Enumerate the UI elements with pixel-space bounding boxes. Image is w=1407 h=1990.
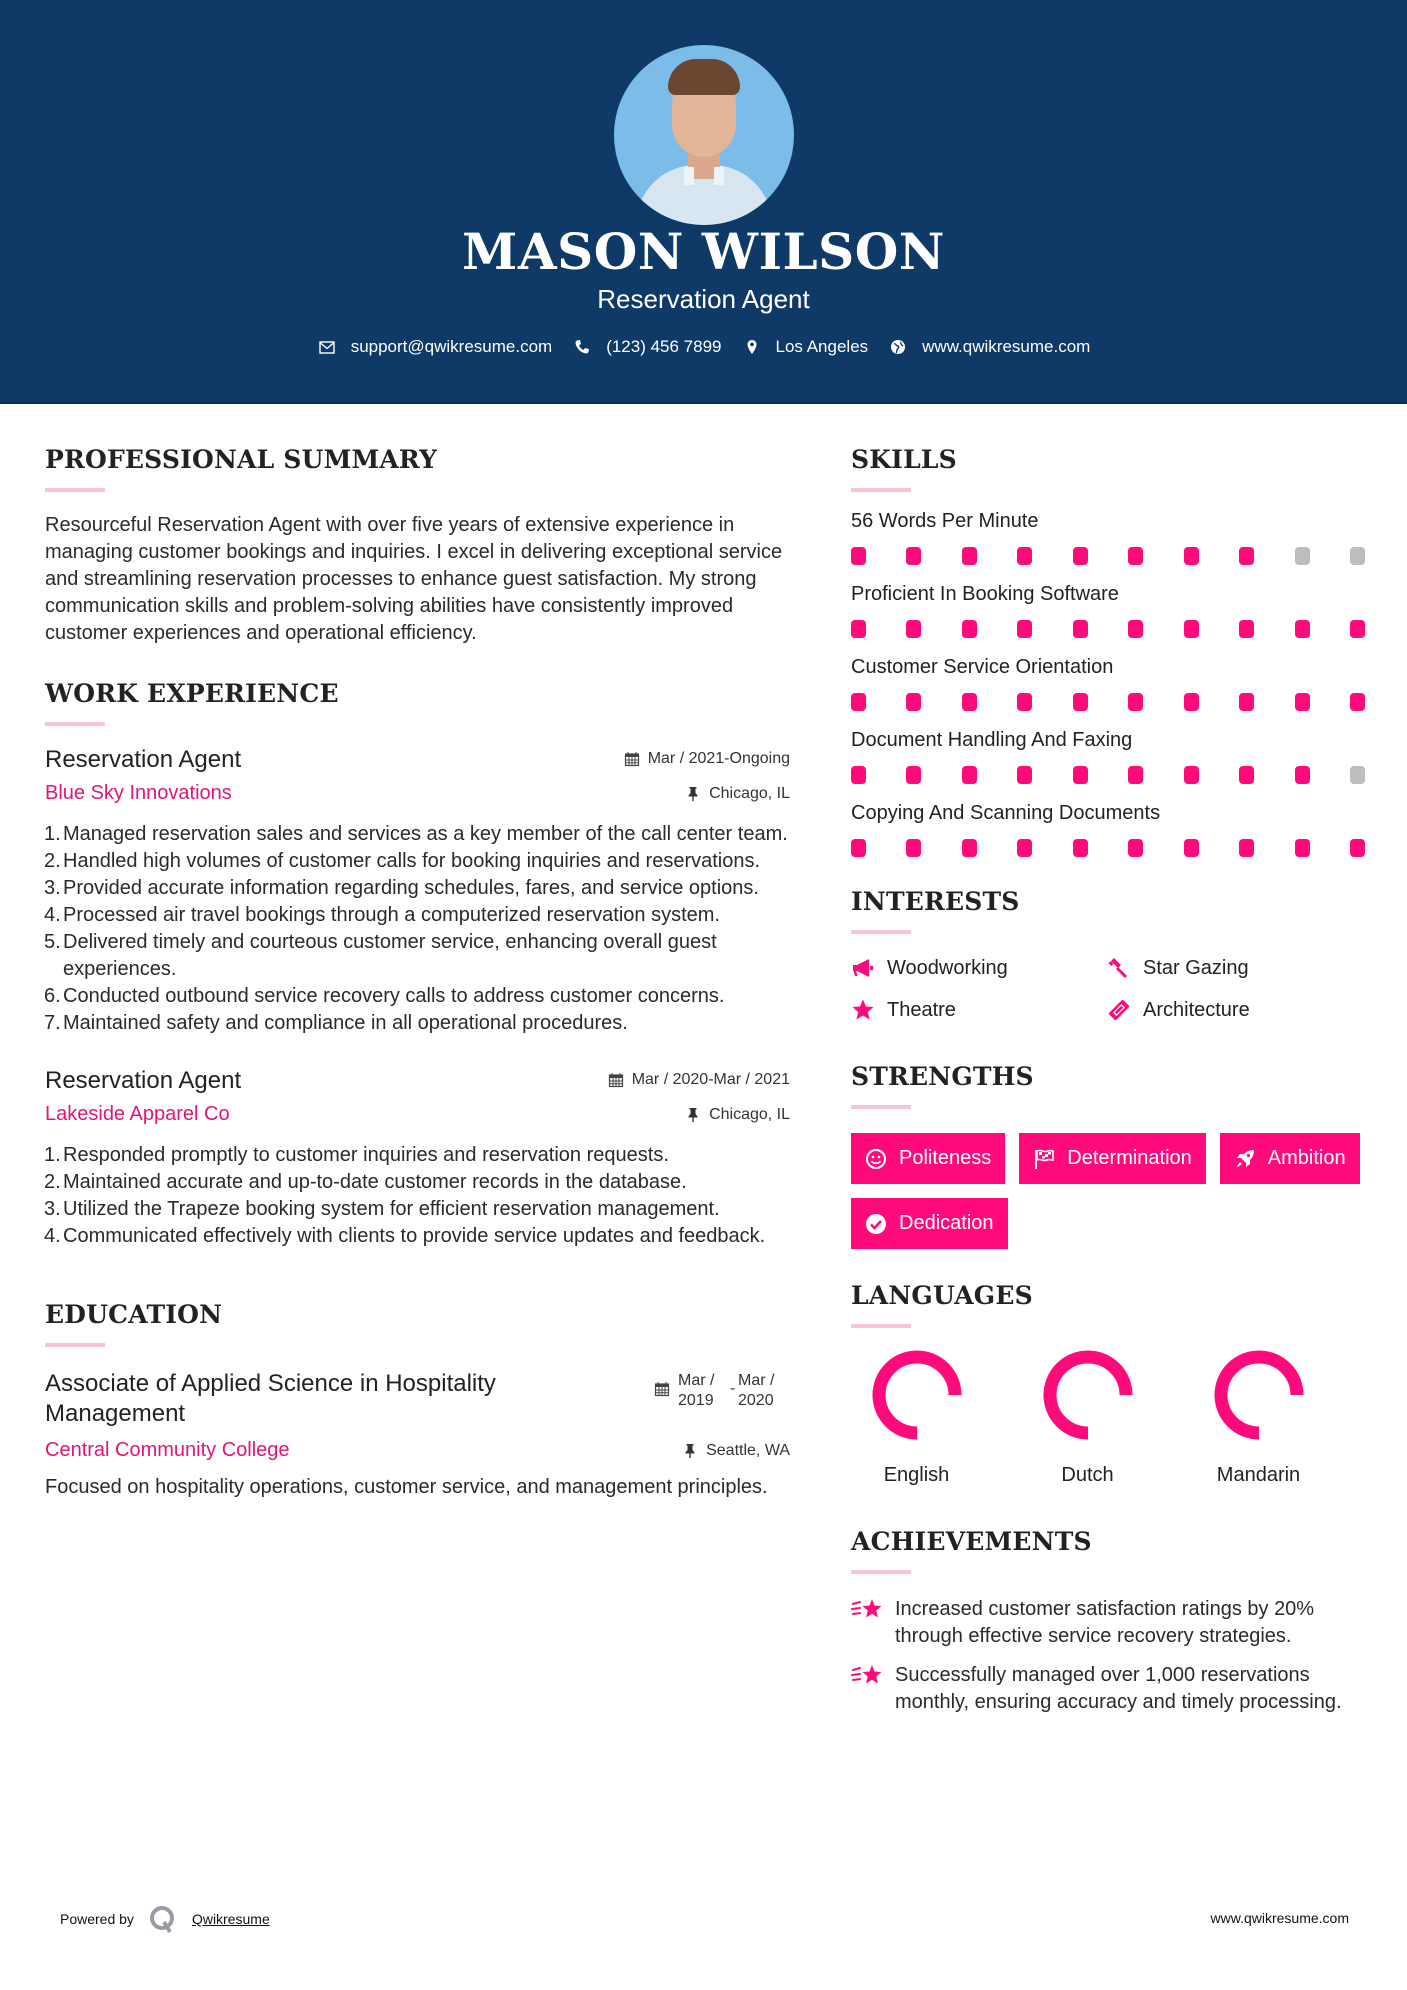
summary-text: Resourceful Reservation Agent with over five years of extensive experience in managing customer bookings and inquiries. I excel in delivering exceptional service and streamlining reservation processes to enhance guest satisfaction. My strong communication skills and problem-solving abilities have consistently improved customer experiences and operational efficiency. <box>45 514 783 644</box>
rating-dot-filled <box>1073 620 1088 638</box>
section-underline <box>851 930 911 934</box>
achievement-item <box>851 1596 1371 1650</box>
duty-item: Maintained safety and compliance in all operational procedures. <box>63 1012 628 1034</box>
job-date-text: Mar / 2021-Ongoing <box>647 750 790 767</box>
rating-dot-filled <box>1239 839 1254 857</box>
rating-dot-filled <box>962 547 977 565</box>
skill-name: Document Handling And Faxing <box>851 729 1133 751</box>
skills-section <box>851 445 1371 857</box>
skills-heading: SKILLS <box>851 445 957 474</box>
interests-heading: INTERESTS <box>851 887 1020 916</box>
duty-item: Communicated effectively with clients to provide service updates and feedback. <box>63 1225 766 1247</box>
language-name: English <box>883 1464 950 1486</box>
rating-dot-filled <box>1295 693 1310 711</box>
rating-dot-filled <box>1073 693 1088 711</box>
rating-dot-filled <box>1017 620 1032 638</box>
strength-label: Determination <box>1067 1147 1192 1169</box>
bullhorn-icon <box>851 956 875 980</box>
rating-dot-filled <box>1017 766 1032 784</box>
rating-dot-filled <box>1128 693 1143 711</box>
avatar-hair <box>668 59 740 95</box>
rating-dot-filled <box>1350 693 1365 711</box>
school-location <box>682 1442 790 1460</box>
rating-dot-filled <box>1017 547 1032 565</box>
rating-dot-filled <box>1295 620 1310 638</box>
interest-item <box>1107 998 1347 1022</box>
rating-dot-filled <box>1184 693 1199 711</box>
footer-url[interactable]: www.qwikresume.com <box>1210 1910 1349 1926</box>
job-entry <box>45 1067 790 1250</box>
section-underline <box>851 488 911 492</box>
language-name: Mandarin <box>1216 1464 1301 1486</box>
strength-label: Dedication <box>899 1212 994 1234</box>
strengths-list <box>851 1133 1371 1249</box>
phone-icon <box>572 337 592 357</box>
contact-email[interactable] <box>317 337 553 357</box>
rating-dot-filled <box>1017 839 1032 857</box>
job-date-text: Mar / 2020-Mar / 2021 <box>631 1071 790 1088</box>
strengths-heading: STRENGTHS <box>851 1062 1034 1091</box>
pushpin-icon <box>682 1443 698 1459</box>
pushpin-icon <box>685 786 701 802</box>
rating-dot-filled <box>906 620 921 638</box>
strength-badge <box>1019 1133 1206 1184</box>
skill-rating <box>851 620 1365 638</box>
right-column <box>851 445 1371 1716</box>
language-progress-ring <box>1214 1350 1304 1440</box>
section-underline <box>851 1105 911 1109</box>
job-location <box>685 1106 790 1124</box>
company-name: Blue Sky Innovations <box>45 782 232 804</box>
candidate-title: Reservation Agent <box>597 284 810 314</box>
rating-dot-filled <box>906 693 921 711</box>
rating-dot-filled <box>851 839 866 857</box>
section-underline <box>45 1343 105 1347</box>
languages-heading: LANGUAGES <box>851 1281 1033 1310</box>
rating-dot-filled <box>851 547 866 565</box>
rating-dot-filled <box>906 766 921 784</box>
duty-item: Responded promptly to customer inquiries and reservation requests. <box>63 1144 669 1166</box>
rating-dot-filled <box>962 620 977 638</box>
candidate-name: MASON WILSON <box>462 222 945 281</box>
skill-name: 56 Words Per Minute <box>851 510 1039 532</box>
rating-dot-filled <box>1128 766 1143 784</box>
job-title: Reservation Agent <box>45 746 242 773</box>
strength-label: Ambition <box>1267 1147 1346 1169</box>
globe-icon <box>888 337 908 357</box>
rating-dot-empty <box>1350 766 1365 784</box>
smile-icon <box>865 1148 887 1170</box>
rating-dot-filled <box>1239 620 1254 638</box>
interest-item <box>1107 956 1347 980</box>
strength-badge <box>851 1133 1005 1184</box>
calendar-icon <box>608 1072 624 1088</box>
interest-item <box>851 956 1107 980</box>
duty-item: Delivered timely and courteous customer service, enhancing overall guest experiences. <box>63 931 717 980</box>
achievement-item <box>851 1662 1371 1716</box>
section-underline <box>45 722 105 726</box>
rating-dot-filled <box>1239 766 1254 784</box>
skill-rating <box>851 693 1365 711</box>
rating-dot-filled <box>906 839 921 857</box>
check-circle-icon <box>865 1213 887 1235</box>
languages-list <box>851 1350 1371 1487</box>
job-entry <box>45 746 790 1037</box>
map-marker-icon <box>742 337 762 357</box>
job-duties <box>45 1142 790 1250</box>
rating-dot-filled <box>1128 547 1143 565</box>
experience-section <box>45 679 790 1250</box>
skill-name: Proficient In Booking Software <box>851 583 1119 605</box>
rating-dot-filled <box>962 839 977 857</box>
achievements-heading: ACHIEVEMENTS <box>851 1527 1092 1556</box>
job-date <box>608 1071 790 1089</box>
rating-dot-filled <box>1295 766 1310 784</box>
rating-dot-filled <box>1073 839 1088 857</box>
rocket-icon <box>1234 1148 1256 1170</box>
skills-list <box>851 510 1371 857</box>
rating-dot-filled <box>1128 620 1143 638</box>
calendar-icon <box>654 1381 670 1397</box>
education-description: Focused on hospitality operations, customer service, and management principles. <box>45 1476 768 1498</box>
avatar <box>614 45 794 225</box>
rating-dot-filled <box>906 547 921 565</box>
strength-badge <box>1220 1133 1360 1184</box>
star-icon <box>851 998 875 1022</box>
flag-checkered-icon <box>1033 1148 1055 1170</box>
rating-dot-filled <box>1184 620 1199 638</box>
contact-location-text: Los Angeles <box>775 337 869 356</box>
education-heading: EDUCATION <box>45 1300 223 1329</box>
job-duties <box>45 821 790 1037</box>
contact-location <box>742 337 869 357</box>
rating-dot-filled <box>851 620 866 638</box>
education-end: Mar / 2020 <box>738 1372 775 1409</box>
rating-dot-filled <box>1073 766 1088 784</box>
interest-item <box>851 998 1107 1022</box>
skill-item <box>851 656 1371 711</box>
rating-dot-filled <box>1350 620 1365 638</box>
interests-list <box>851 956 1371 1022</box>
rating-dot-filled <box>1073 547 1088 565</box>
contact-website[interactable] <box>888 337 1090 357</box>
rating-dot-empty <box>1295 547 1310 565</box>
duty-item: Utilized the Trapeze booking system for efficient reservation management. <box>63 1198 720 1220</box>
contact-bar <box>0 337 1407 357</box>
resume-header <box>0 0 1407 404</box>
language-name: Dutch <box>1061 1464 1114 1486</box>
summary-heading: PROFESSIONAL SUMMARY <box>45 445 438 474</box>
duty-item: Provided accurate information regarding schedules, fares, and service options. <box>63 877 759 899</box>
rating-dot-filled <box>1295 839 1310 857</box>
contact-phone[interactable] <box>572 337 721 357</box>
envelope-icon <box>317 337 337 357</box>
section-underline <box>851 1324 911 1328</box>
language-progress-ring <box>872 1350 962 1440</box>
duty-item: Maintained accurate and up-to-date customer records in the database. <box>63 1171 687 1193</box>
interest-label: Star Gazing <box>1143 956 1249 979</box>
experience-heading: WORK EXPERIENCE <box>45 679 339 708</box>
rating-dot-filled <box>1184 839 1199 857</box>
skill-item <box>851 802 1371 857</box>
skill-item <box>851 583 1371 638</box>
contact-email-text: support@qwikresume.com <box>350 337 553 356</box>
qwikresume-link[interactable]: Qwikresume <box>191 1911 270 1927</box>
skill-rating <box>851 547 1365 565</box>
interest-label: Theatre <box>887 998 956 1021</box>
pushpin-icon <box>685 1107 701 1123</box>
job-date <box>624 750 790 768</box>
shooting-star-icon <box>851 1596 885 1624</box>
duty-item: Handled high volumes of customer calls for booking inquiries and reservations. <box>63 850 761 872</box>
skill-item <box>851 729 1371 784</box>
avatar-collar <box>684 167 724 185</box>
education-start: Mar / 2019 <box>678 1372 715 1409</box>
job-location-text: Chicago, IL <box>709 1105 790 1123</box>
education-dates <box>654 1371 790 1411</box>
achievement-text: Increased customer satisfaction ratings by 20% through effective service recovery strategies. <box>895 1598 1315 1647</box>
skill-name: Customer Service Orientation <box>851 656 1114 678</box>
section-underline <box>851 1570 911 1574</box>
education-section <box>45 1300 790 1501</box>
summary-section <box>45 445 790 647</box>
interest-label: Architecture <box>1143 998 1250 1021</box>
achievement-text: Successfully managed over 1,000 reservations monthly, ensuring accuracy and timely processing. <box>895 1664 1342 1713</box>
skill-item <box>851 510 1371 565</box>
degree-name: Associate of Applied Science in Hospitality Management <box>45 1370 496 1427</box>
rating-dot-filled <box>1128 839 1143 857</box>
company-name: Lakeside Apparel Co <box>45 1103 230 1125</box>
footer <box>0 1900 1407 1940</box>
calendar-icon <box>624 751 640 767</box>
school-location-text: Seattle, WA <box>706 1441 790 1459</box>
interest-label: Woodworking <box>887 956 1008 979</box>
language-item <box>831 1350 1002 1487</box>
rating-dot-filled <box>1184 766 1199 784</box>
strength-label: Politeness <box>899 1147 992 1169</box>
job-title: Reservation Agent <box>45 1067 242 1094</box>
skill-name: Copying And Scanning Documents <box>851 802 1161 824</box>
language-item <box>1002 1350 1173 1487</box>
school-name: Central Community College <box>45 1439 290 1461</box>
shooting-star-icon <box>851 1662 885 1690</box>
strengths-section <box>851 1062 1371 1249</box>
rating-dot-filled <box>1017 693 1032 711</box>
job-location <box>685 785 790 803</box>
rating-dot-filled <box>962 766 977 784</box>
duty-item: Managed reservation sales and services as a key member of the call center team. <box>63 823 788 845</box>
duty-item: Conducted outbound service recovery calls to address customer concerns. <box>63 985 725 1007</box>
rating-dot-filled <box>962 693 977 711</box>
strength-badge <box>851 1198 1008 1249</box>
qwikresume-logo-icon <box>148 1904 178 1934</box>
contact-website-text: www.qwikresume.com <box>922 337 1091 356</box>
ticket-icon <box>1107 998 1131 1022</box>
achievements-section <box>851 1527 1371 1716</box>
skill-rating <box>851 839 1365 857</box>
rating-dot-filled <box>851 766 866 784</box>
rating-dot-filled <box>1350 839 1365 857</box>
skill-rating <box>851 766 1365 784</box>
rating-dot-filled <box>1184 547 1199 565</box>
powered-by <box>60 1904 270 1934</box>
contact-phone-text: (123) 456 7899 <box>606 337 722 356</box>
rating-dot-filled <box>851 693 866 711</box>
interests-section <box>851 887 1371 1022</box>
rating-dot-filled <box>1239 693 1254 711</box>
section-underline <box>45 488 105 492</box>
date-separator: - <box>730 1380 736 1397</box>
languages-section <box>851 1281 1371 1487</box>
language-item <box>1173 1350 1344 1487</box>
language-progress-ring <box>1043 1350 1133 1440</box>
gavel-icon <box>1107 956 1131 980</box>
duty-item: Processed air travel bookings through a computerized reservation system. <box>63 904 720 926</box>
left-column <box>45 445 790 1501</box>
job-location-text: Chicago, IL <box>709 784 790 802</box>
rating-dot-filled <box>1239 547 1254 565</box>
powered-by-label: Powered by <box>60 1911 134 1927</box>
rating-dot-empty <box>1350 547 1365 565</box>
